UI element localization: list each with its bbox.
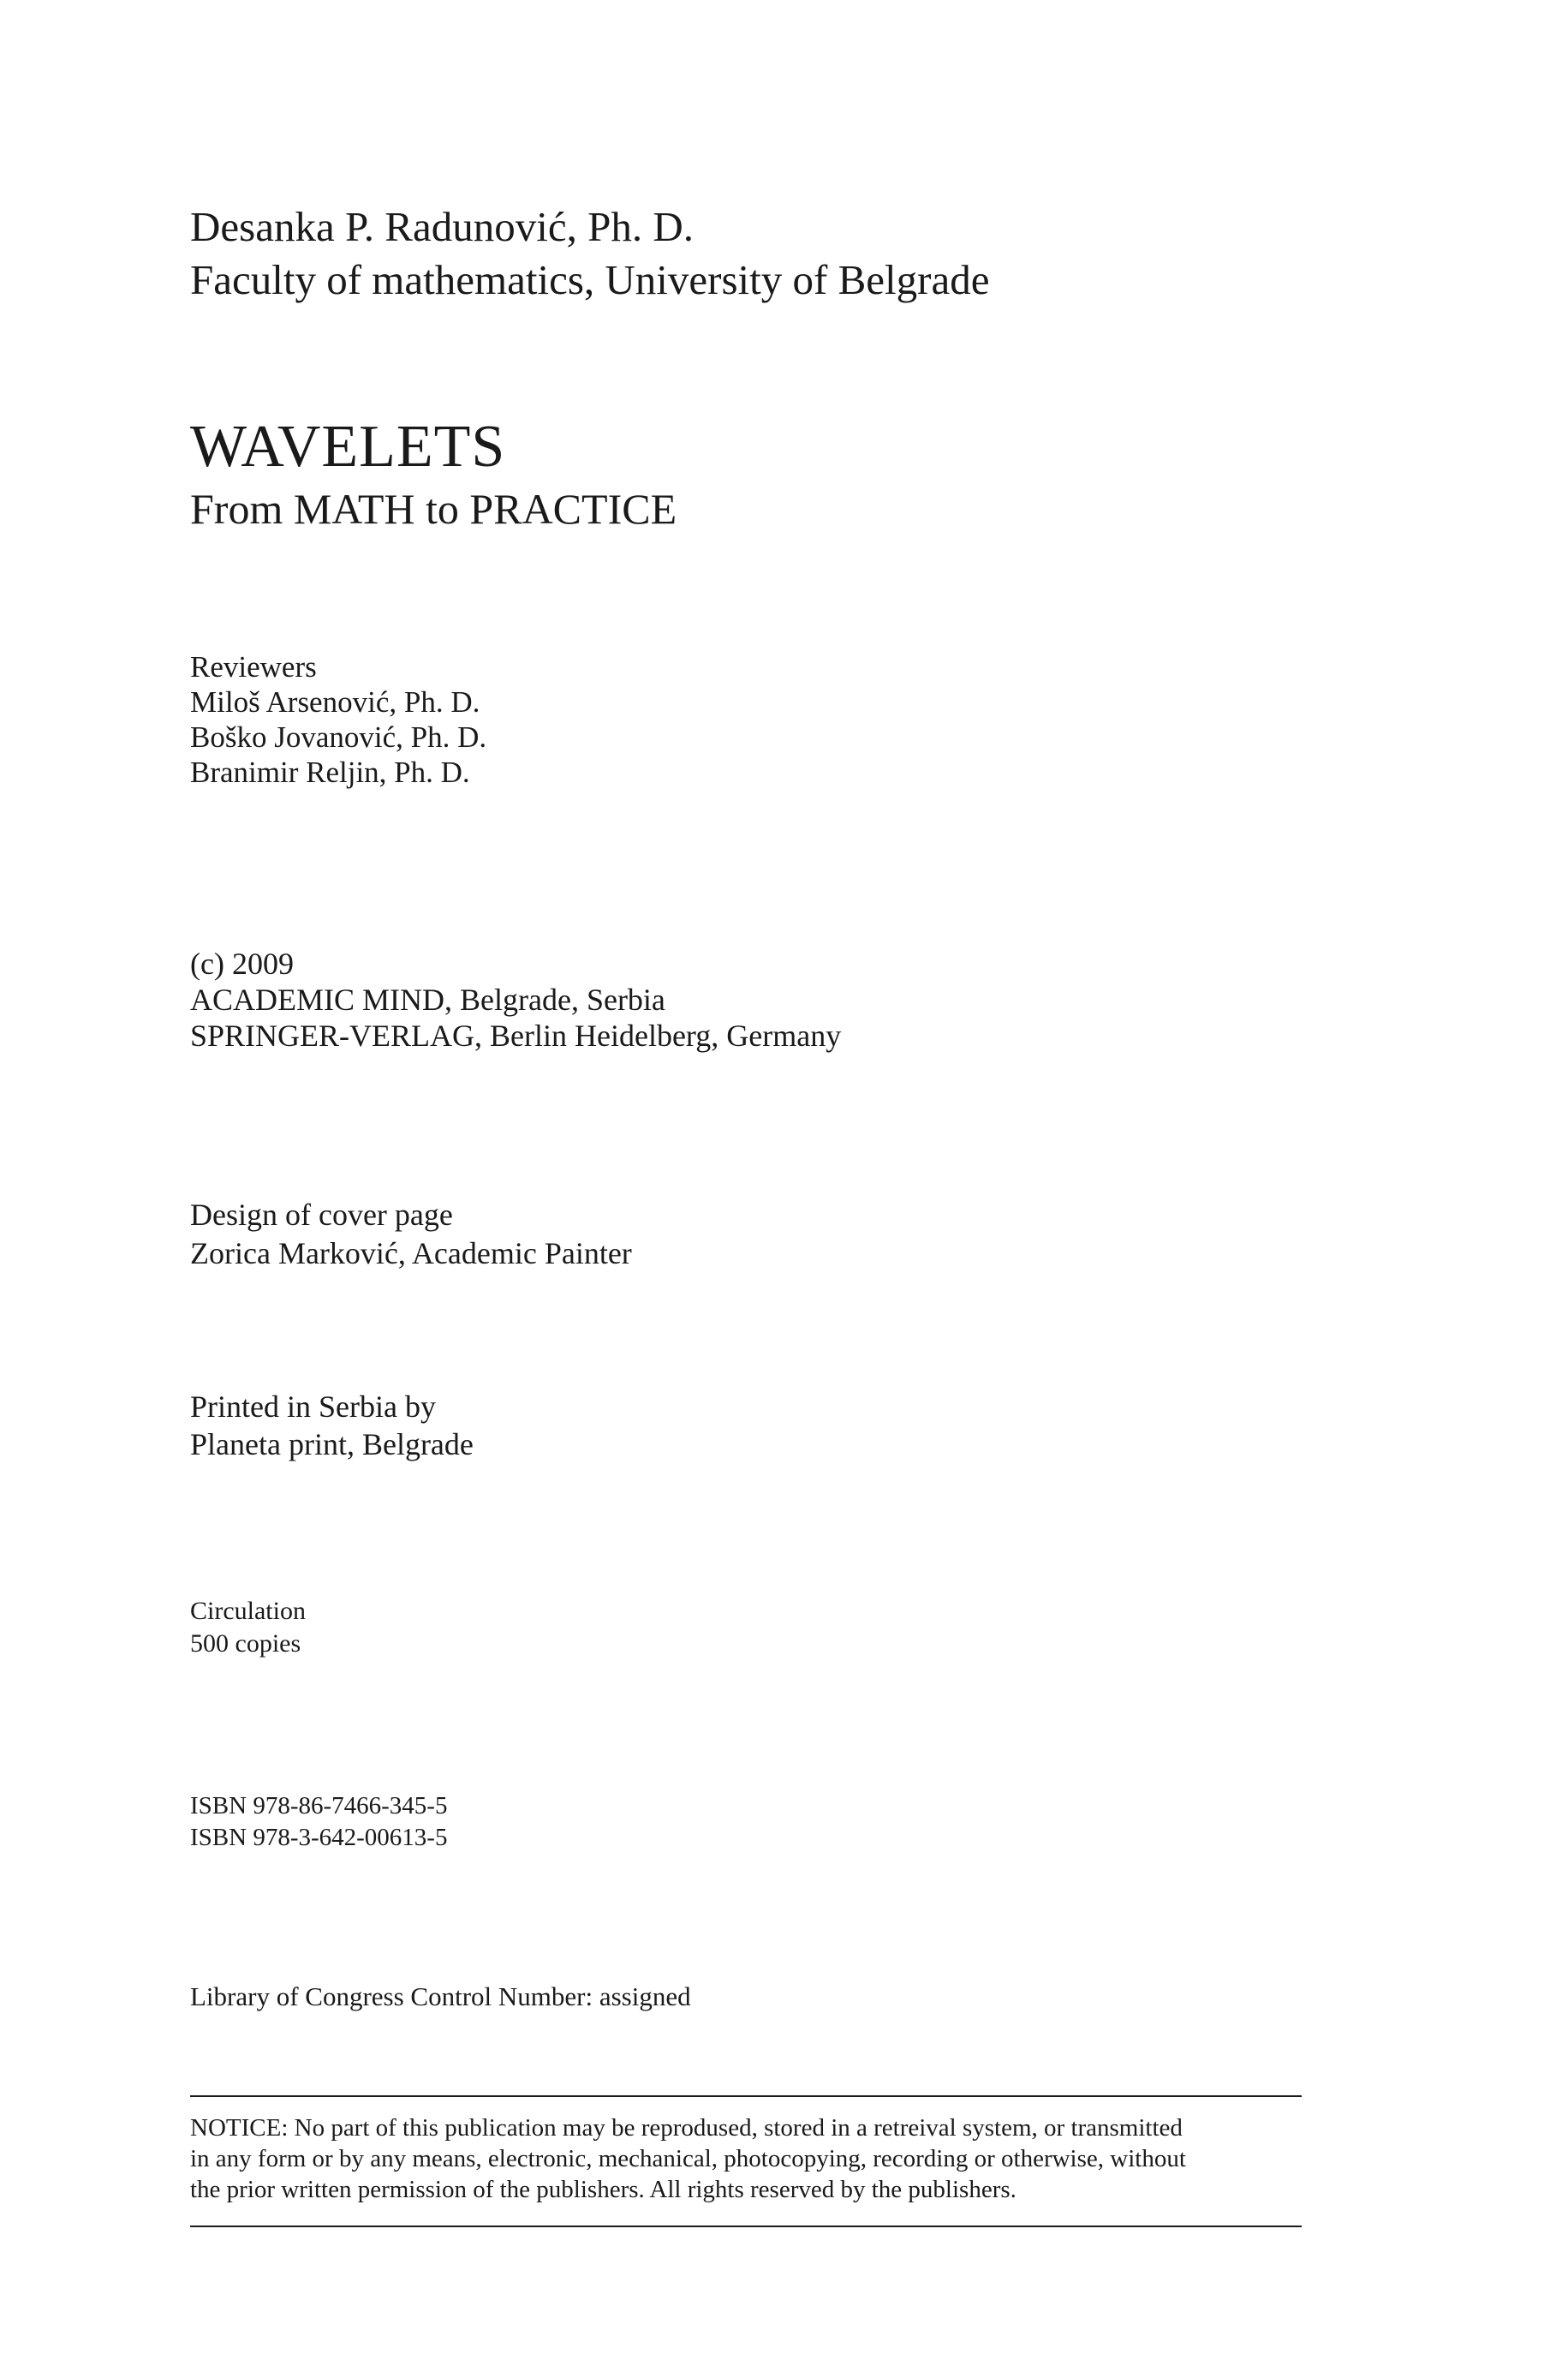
reviewers-heading: Reviewers	[190, 650, 317, 684]
cover-design-heading: Design of cover page	[190, 1198, 453, 1232]
copyright-block	[190, 946, 841, 1054]
book-subtitle: From MATH to PRACTICE	[190, 485, 677, 533]
cover-design-block	[190, 1196, 632, 1273]
reviewer-name: Miloš Arsenović, Ph. D.	[190, 685, 480, 719]
reviewers-block	[190, 649, 486, 790]
circulation-heading: Circulation	[190, 1597, 306, 1625]
reviewer-name: Boško Jovanović, Ph. D.	[190, 720, 487, 754]
printing-block	[190, 1388, 474, 1463]
circulation-block	[190, 1595, 306, 1660]
notice-bottom-divider	[190, 2226, 1302, 2227]
circulation-copies: 500 copies	[190, 1629, 301, 1658]
copyright-notice	[190, 2112, 1302, 2205]
notice-line: the prior written permission of the publishers. All rights reserved by the publishers.	[190, 2176, 1017, 2203]
author-name: Desanka P. Radunović, Ph. D.	[190, 203, 694, 250]
notice-line: NOTICE: No part of this publication may be reprodused, stored in a retreival system, or transmitted	[190, 2114, 1183, 2142]
cover-designer: Zorica Marković, Academic Painter	[190, 1236, 632, 1270]
isbn-block	[190, 1790, 447, 1854]
title-block	[190, 413, 677, 536]
printed-in: Printed in Serbia by	[190, 1389, 436, 1424]
author-affiliation: Faculty of mathematics, University of Belgrade	[190, 256, 990, 303]
printer-name: Planeta print, Belgrade	[190, 1427, 474, 1461]
library-of-congress-block	[190, 1981, 691, 2013]
library-of-congress-text: Library of Congress Control Number: assigned	[190, 1981, 691, 2011]
publisher-line: ACADEMIC MIND, Belgrade, Serbia	[190, 983, 665, 1017]
reviewer-name: Branimir Reljin, Ph. D.	[190, 756, 470, 789]
isbn-line: ISBN 978-86-7466-345-5	[190, 1792, 448, 1819]
notice-line: in any form or by any means, electronic, mechanical, photocopying, recording or otherwise, without	[190, 2145, 1186, 2172]
copyright-year: (c) 2009	[190, 947, 294, 981]
author-block	[190, 200, 989, 307]
isbn-line: ISBN 978-3-642-00613-5	[190, 1824, 448, 1851]
notice-top-divider	[190, 2095, 1302, 2097]
publisher-line: SPRINGER-VERLAG, Berlin Heidelberg, Germany	[190, 1019, 842, 1053]
book-title: WAVELETS	[190, 414, 506, 480]
